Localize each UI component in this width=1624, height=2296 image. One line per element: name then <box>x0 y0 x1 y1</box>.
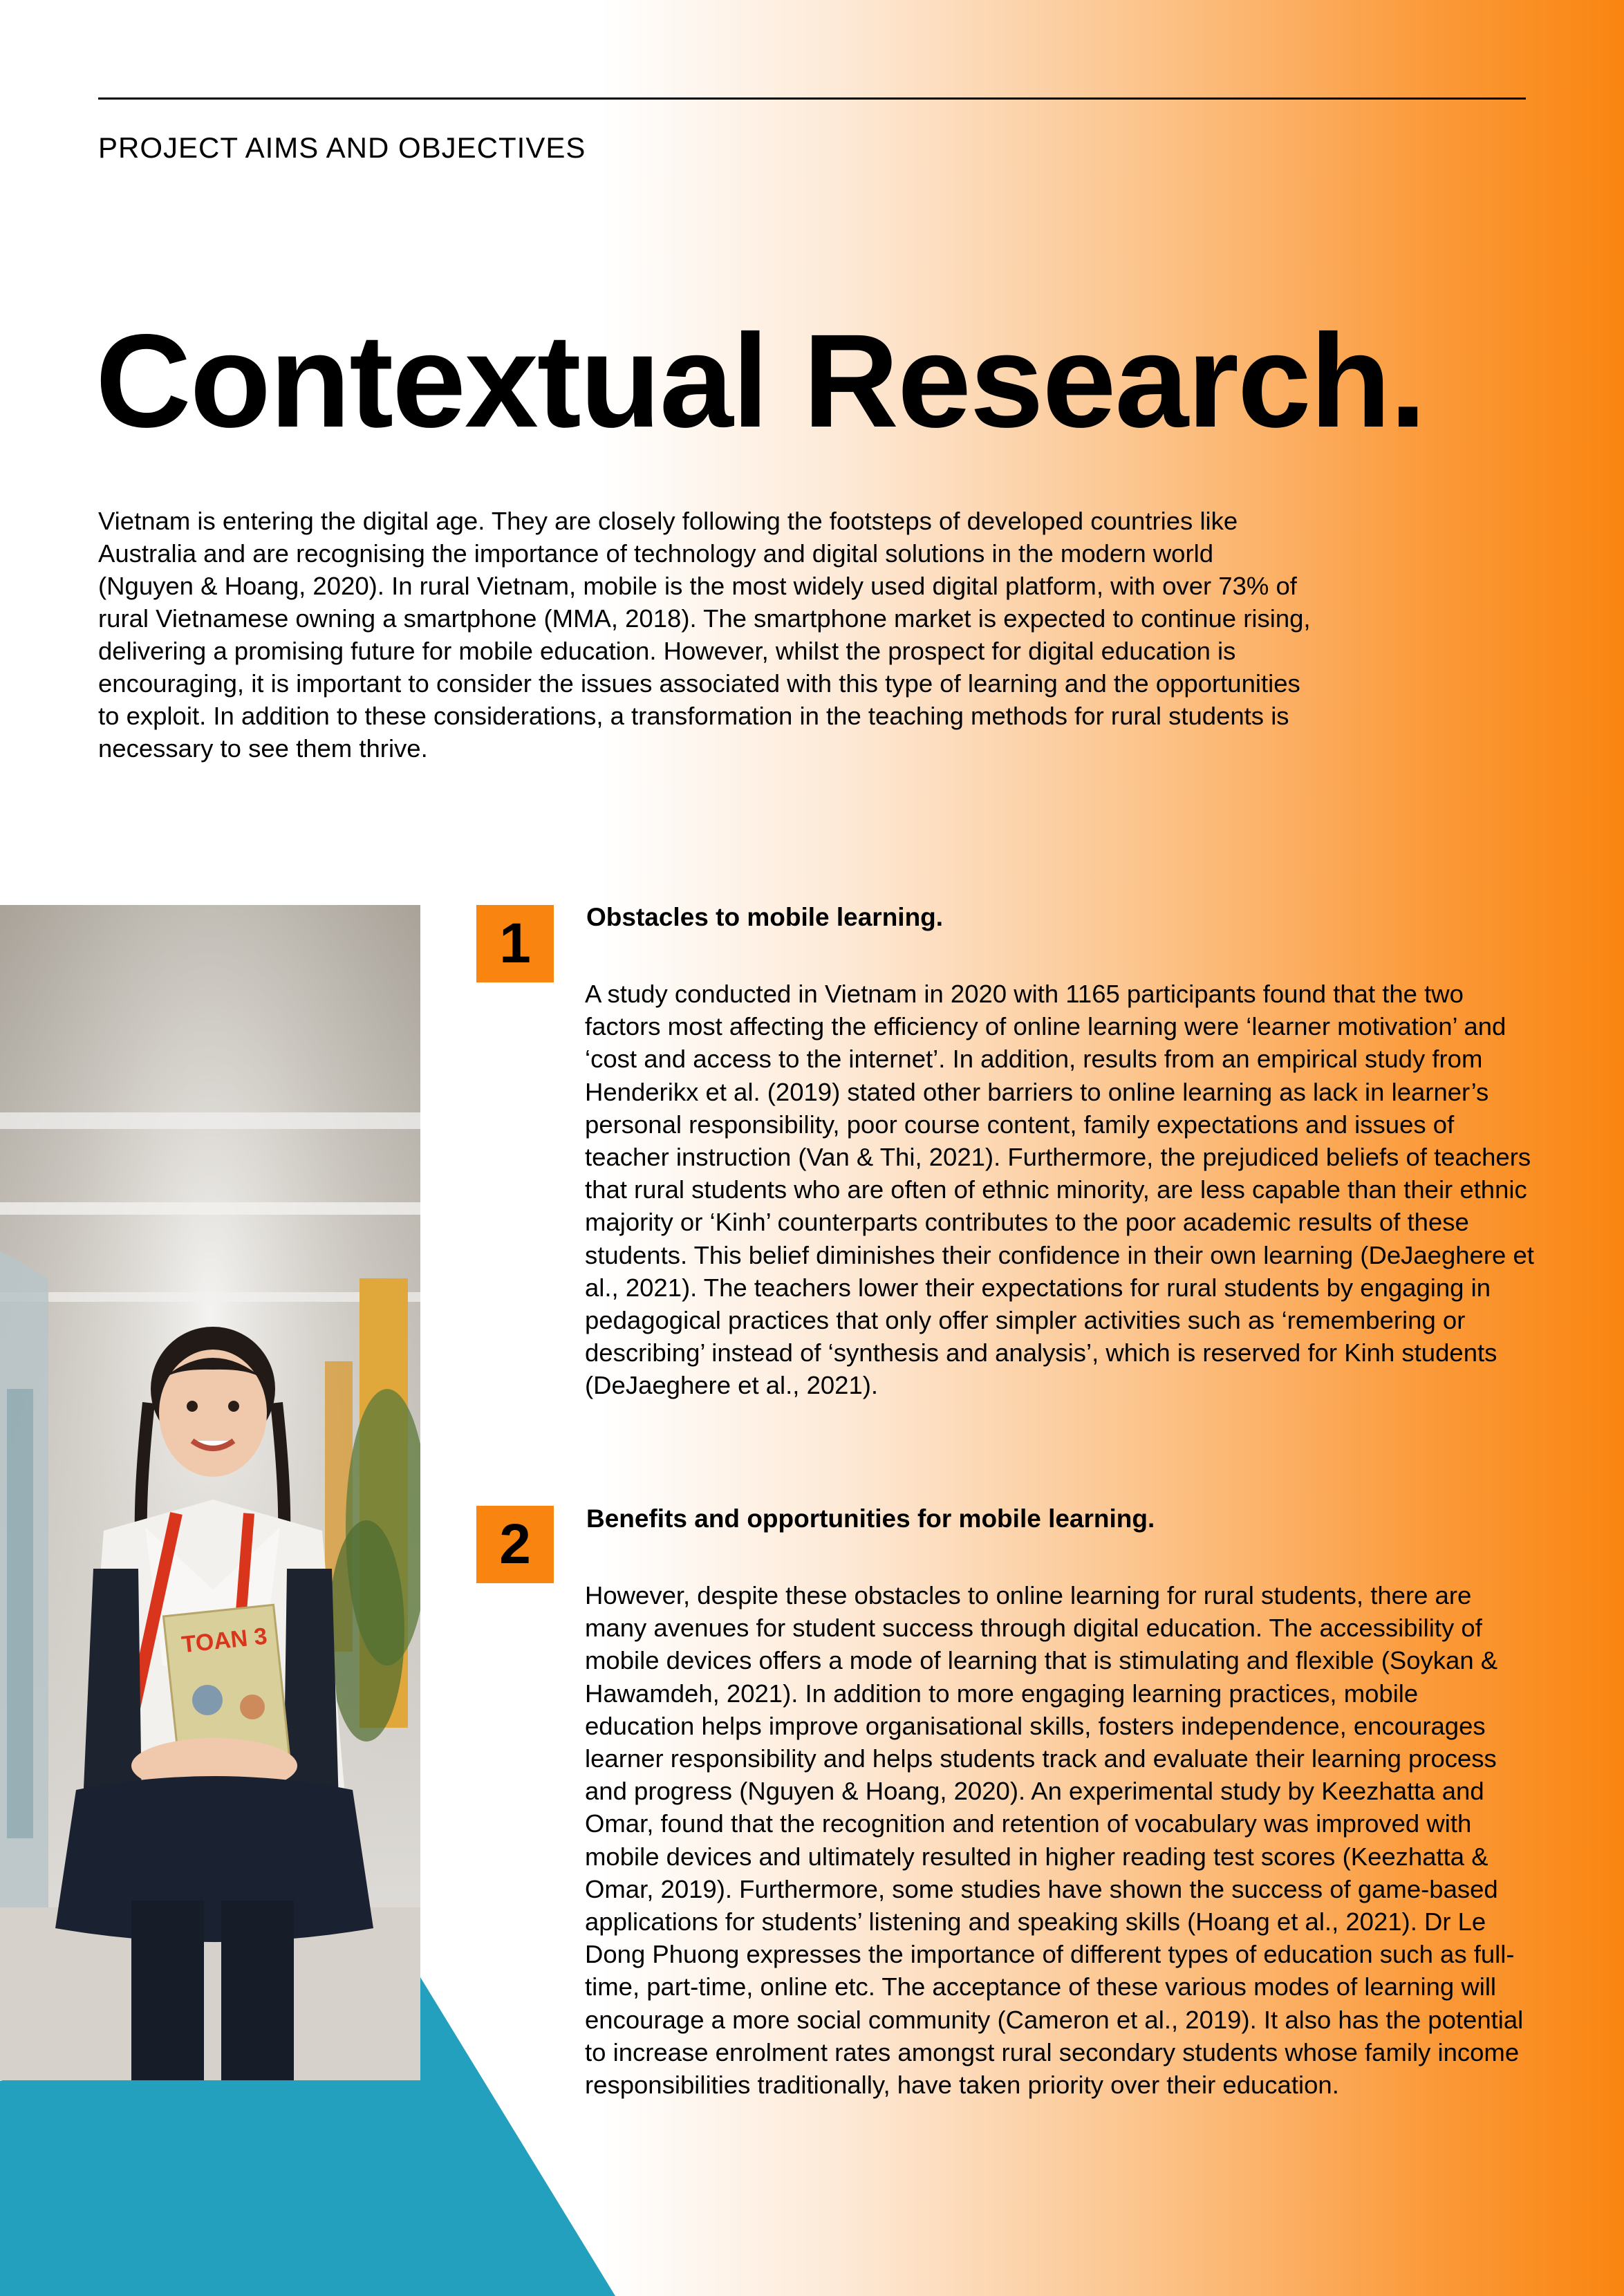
section-heading: Obstacles to mobile learning. <box>586 903 944 931</box>
section-heading: Benefits and opportunities for mobile learning. <box>586 1504 1155 1533</box>
section-number-badge: 2 <box>476 1506 554 1583</box>
book-label: TOAN 3 <box>180 1623 269 1659</box>
section-body: A study conducted in Vietnam in 2020 with 1165 participants found that the two factors most affecting the efficiency of online learning were ‘learner motivation’ and ‘cost and access to the internet’. In addition, results from an empirical study from Henderikx et al. (2019) stated other barriers to online learning as lack in learner’s personal responsibility, poor course content, family expectations and issues of teacher instruction (Van & Thi, 2021). Furthermore, the prejudiced beliefs of teachers that rural students who are often of ethnic minority, are less capable than their ethnic majority or ‘Kinh’ counterparts contributes to the poor academic results of these students. This belief diminishes their confidence in their own learning (DeJaeghere et al., 2021). The teachers lower their expectations for rural students by engaging in pedagogical practices that only offer simpler activities such as ‘remembering or describing’ instead of ‘synthesis and analysis’, which is reserved for Kinh students (DeJaeghere et al., 2021). <box>585 980 1534 1400</box>
section-kicker: PROJECT AIMS AND OBJECTIVES <box>98 131 586 164</box>
student-photo <box>0 905 420 2080</box>
section-number-badge: 1 <box>476 905 554 982</box>
header-rule <box>98 97 1526 100</box>
page-title: Contextual Research. <box>95 306 1426 455</box>
section-body: However, despite these obstacles to online learning for rural students, there are many avenues for student success through digital education. The accessibility of mobile devices offers a mode of learning that is stimulating and flexible (Soykan & Hawamdeh, 2021). In addition to more engaging learning practices, mobile education helps improve organisational skills, fosters independence, encourages learner responsibility and helps students track and evaluate their learning process and progress (Nguyen & Hoang, 2020). An experimental study by Keezhatta and Omar, found that the recognition and retention of vocabulary was improved with mobile devices and ultimately resulted in higher reading test scores (Keezhatta & Omar, 2019). Furthermore, some studies have shown the success of game-based applications for students’ listening and speaking skills (Hoang et al., 2021). Dr Le Dong Phuong expresses the importance of different types of education such as full-time, part-time, online etc. The acceptance of these various modes of learning will encourage a more social community (Cameron et al., 2019). It also has the potential to increase enrolment rates amongst rural secondary students whose family income responsibilities traditionally, have taken priority over their education. <box>585 1581 1524 2100</box>
intro-paragraph: Vietnam is entering the digital age. They are closely following the footsteps of developed countries like Australia and are recognising the importance of technology and digital solutions in the modern world (Nguyen & Hoang, 2020). In rural Vietnam, mobile is the most widely used digital platform, with over 73% of rural Vietnamese owning a smartphone (MMA, 2018). The smartphone market is expected to continue rising, delivering a promising future for mobile education. However, whilst the prospect for digital education is encouraging, it is important to consider the issues associated with this type of learning and the opportunities to exploit. In addition to these considerations, a transformation in the teaching methods for rural students is necessary to see them thrive. <box>98 507 1311 763</box>
